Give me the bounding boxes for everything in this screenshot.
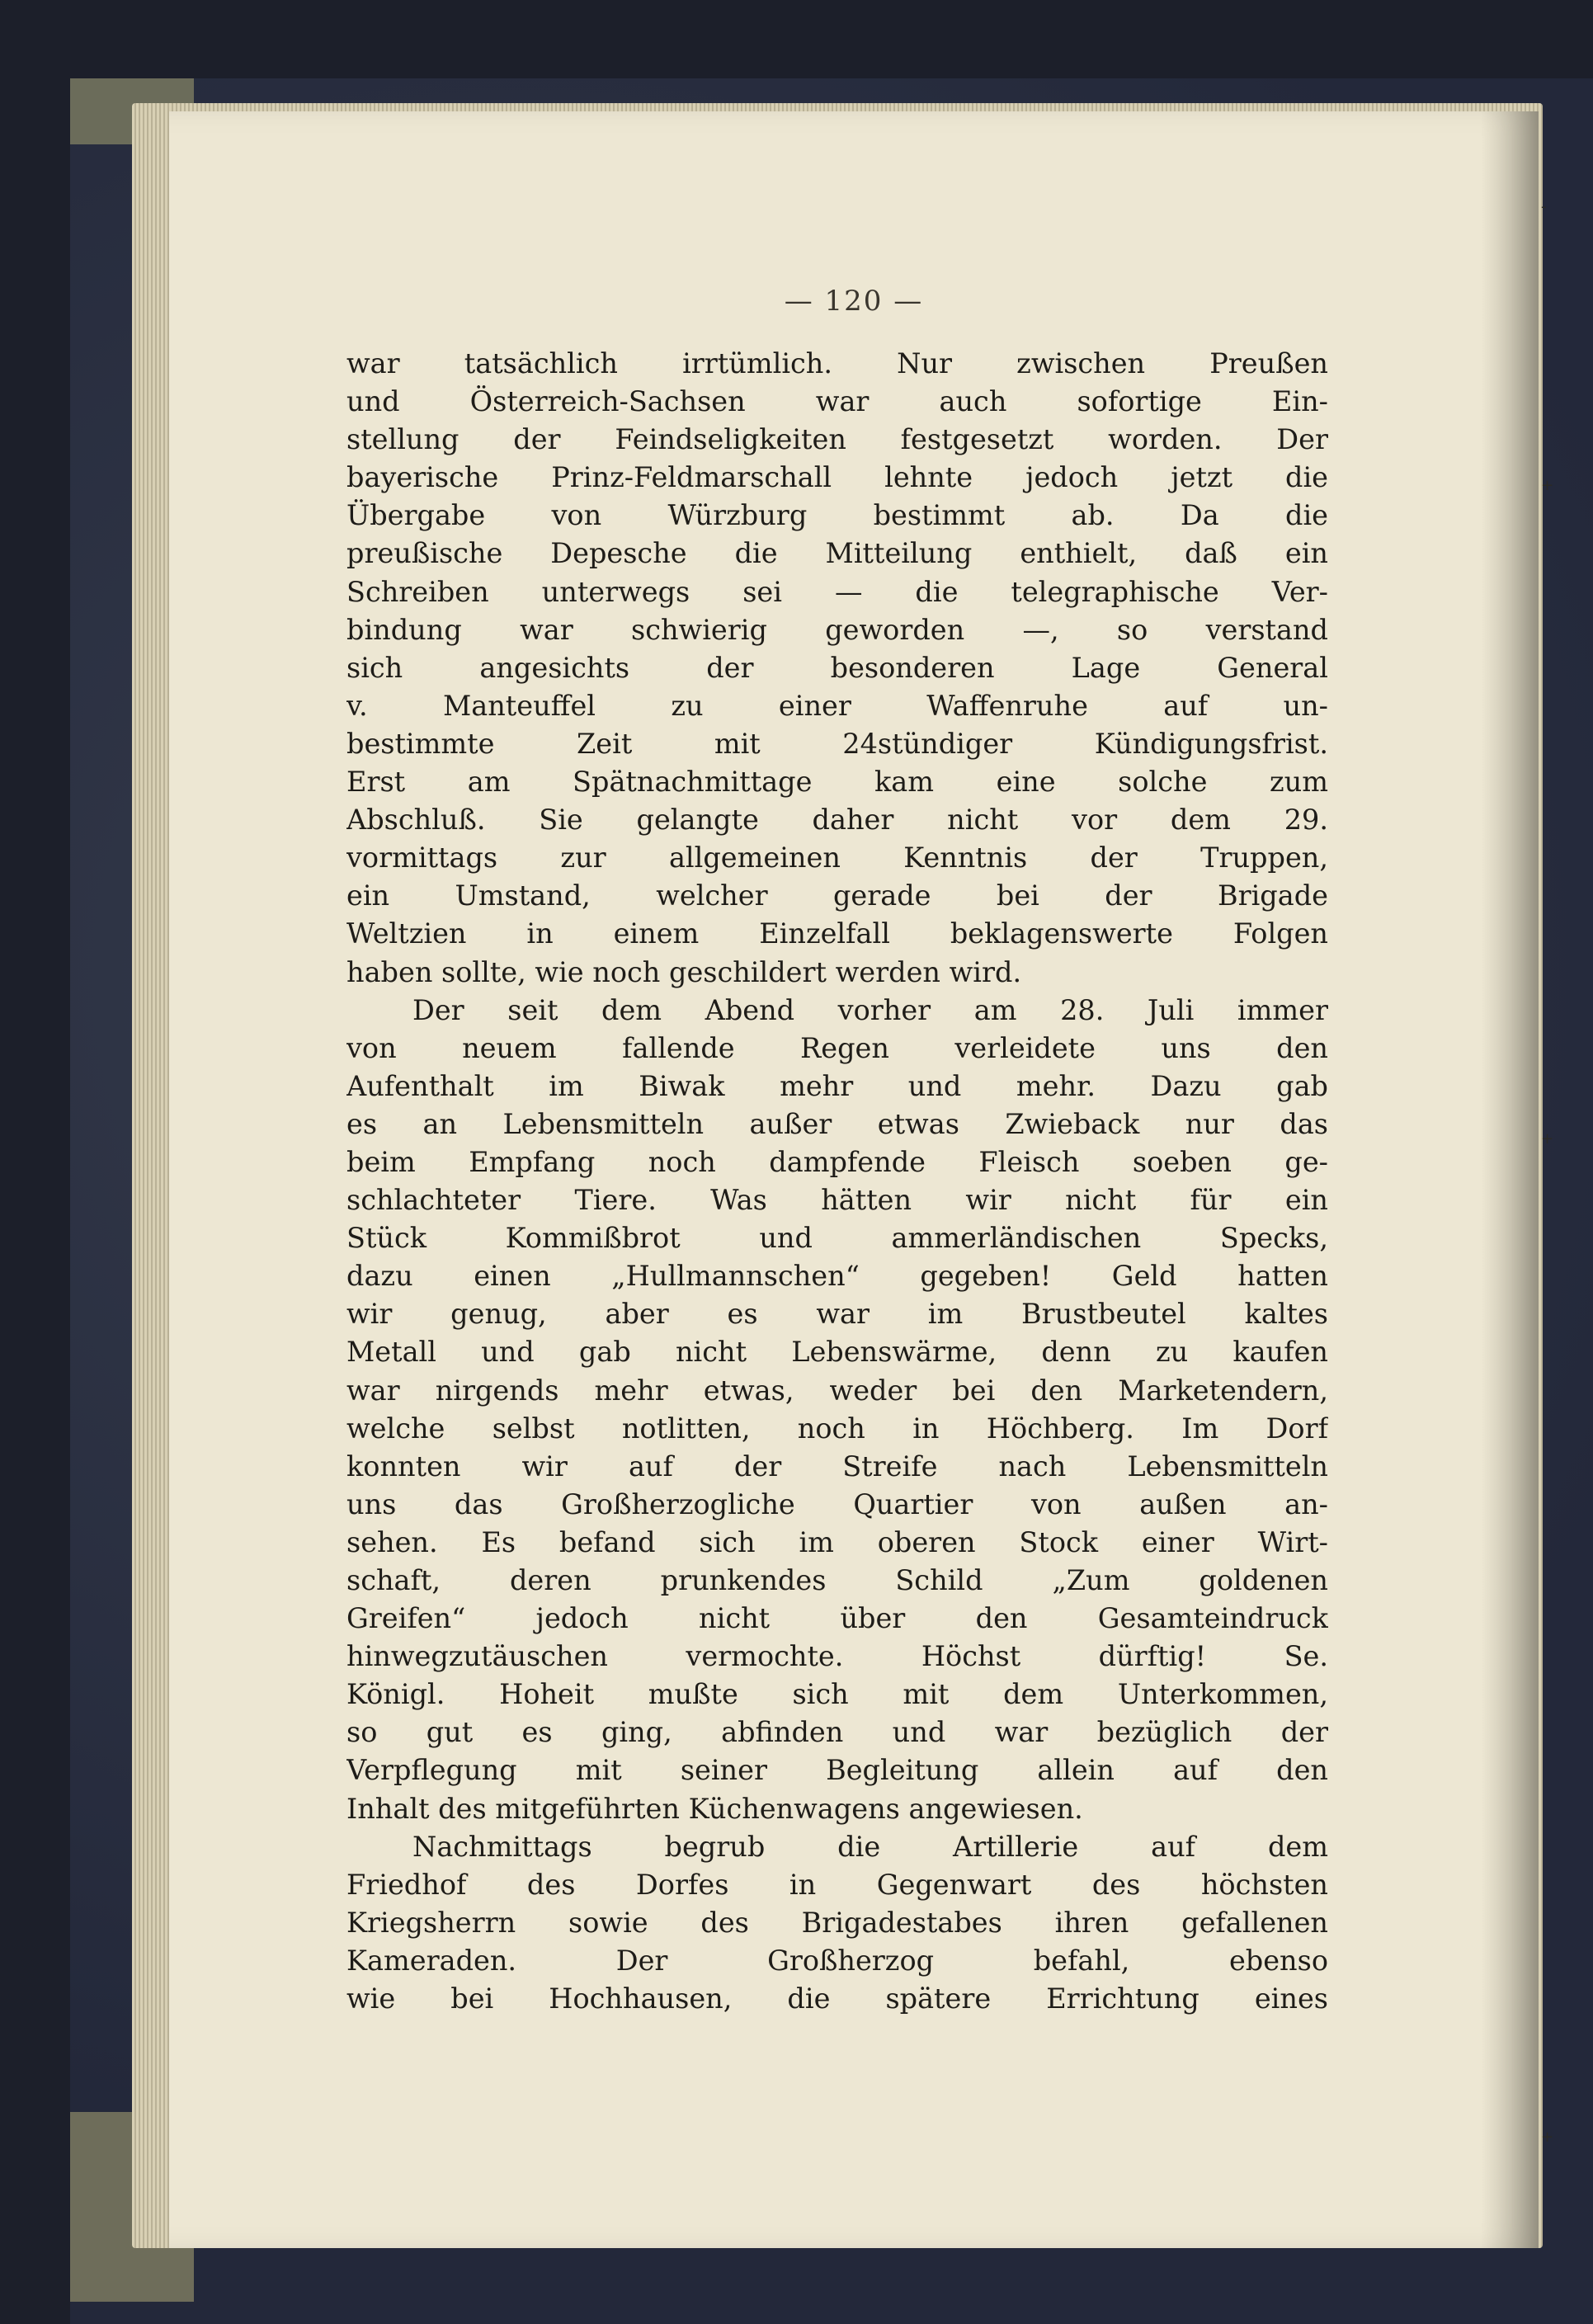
text-line: bayerische Prinz-Feldmarschall lehnte jedoch jetzt die bbox=[346, 461, 1328, 494]
body-text bbox=[346, 345, 1328, 2018]
text-line: Aufenthalt im Biwak mehr und mehr. Dazu gab bbox=[346, 1069, 1328, 1102]
text-line: schlachteter Tiere. Was hätten wir nicht für ein bbox=[346, 1184, 1328, 1217]
text-line: preußische Depesche die Mitteilung enthielt, daß ein bbox=[346, 537, 1328, 570]
text-line: welche selbst notlitten, noch in Höchberg. Im Dorf bbox=[346, 1412, 1328, 1445]
text-line: und Österreich-Sachsen war auch sofortige Ein- bbox=[346, 385, 1328, 418]
text-line: Stück Kommißbrot und ammerländischen Specks, bbox=[346, 1222, 1328, 1255]
margin-tick-mark: + bbox=[1541, 477, 1554, 494]
text-line: v. Manteuffel zu einer Waffenruhe auf un- bbox=[346, 689, 1328, 722]
margin-tick-mark: + bbox=[1541, 1130, 1554, 1148]
text-line: Verpflegung mit seiner Begleitung allein auf den bbox=[346, 1754, 1328, 1787]
text-line: bestimmte Zeit mit 24stündiger Kündigungsfrist. bbox=[346, 727, 1328, 760]
text-line: es an Lebensmitteln außer etwas Zwieback nur das bbox=[346, 1107, 1328, 1140]
paragraph-2 bbox=[346, 992, 1328, 1828]
text-line: schaft, deren prunkendes Schild „Zum goldenen bbox=[346, 1564, 1328, 1596]
text-line: Kameraden. Der Großherzog befahl, ebenso bbox=[346, 1944, 1328, 1977]
text-line: Metall und gab nicht Lebenswärme, denn zu kaufen bbox=[346, 1336, 1328, 1369]
text-line: Weltzien in einem Einzelfall beklagenswerte Folgen bbox=[346, 917, 1328, 950]
text-line: Abschluß. Sie gelangte daher nicht vor dem 29. bbox=[346, 804, 1328, 837]
text-line: Der seit dem Abend vorher am 28. Juli immer bbox=[412, 993, 1328, 1026]
text-line: Kriegsherrn sowie des Brigadestabes ihren gefallenen bbox=[346, 1906, 1328, 1939]
text-line: Greifen“ jedoch nicht über den Gesamteindruck bbox=[346, 1602, 1328, 1635]
text-line: beim Empfang noch dampfende Fleisch soeben ge- bbox=[346, 1145, 1328, 1178]
text-line: vormittags zur allgemeinen Kenntnis der Truppen, bbox=[346, 841, 1328, 874]
text-line: Erst am Spätnachmittage kam eine solche zum bbox=[346, 766, 1328, 799]
text-line: Königl. Hoheit mußte sich mit dem Unterkommen, bbox=[346, 1678, 1328, 1711]
page-gutter-shadow bbox=[1481, 111, 1539, 2248]
text-line: Übergabe von Würzburg bestimmt ab. Da die bbox=[346, 499, 1328, 532]
text-line: wie bei Hochhausen, die spätere Errichtung eines bbox=[346, 1982, 1328, 2015]
text-line: stellung der Feindseligkeiten festgesetzt worden. Der bbox=[346, 423, 1328, 456]
text-line: war nirgends mehr etwas, weder bei den Marketendern, bbox=[346, 1374, 1328, 1407]
text-line: konnten wir auf der Streife nach Lebensmitteln bbox=[346, 1450, 1328, 1483]
text-line: uns das Großherzogliche Quartier von außen an- bbox=[346, 1487, 1328, 1520]
text-line: wir genug, aber es war im Brustbeutel kaltes bbox=[346, 1298, 1328, 1331]
page-number: — 120 — bbox=[784, 285, 924, 318]
text-line: Nachmittags begrub die Artillerie auf dem bbox=[412, 1830, 1328, 1863]
text-line: von neuem fallende Regen verleidete uns den bbox=[346, 1031, 1328, 1064]
margin-tick-mark: - bbox=[1541, 198, 1547, 215]
text-line: Inhalt des mitgeführten Küchenwagens angewiesen. bbox=[346, 1792, 1083, 1825]
text-line: hinwegzutäuschen vermochte. Höchst dürftig! Se. bbox=[346, 1640, 1328, 1673]
text-line: sehen. Es befand sich im oberen Stock einer Wirt- bbox=[346, 1525, 1328, 1558]
text-line: haben sollte, wie noch geschildert werden wird. bbox=[346, 955, 1022, 988]
paragraph-3 bbox=[346, 1828, 1328, 2018]
text-line: so gut es ging, abfinden und war bezüglich der bbox=[346, 1716, 1328, 1749]
text-line: bindung war schwierig geworden —, so verstand bbox=[346, 613, 1328, 646]
text-line: war tatsächlich irrtümlich. Nur zwischen Preußen bbox=[346, 347, 1328, 379]
paragraph-1 bbox=[346, 345, 1328, 992]
text-line: ein Umstand, welcher gerade bei der Brigade bbox=[346, 879, 1328, 912]
margin-tick-mark: + bbox=[1541, 2128, 1554, 2146]
text-line: dazu einen „Hullmannschen“ gegeben! Geld hatten bbox=[346, 1260, 1328, 1293]
text-line: Schreiben unterwegs sei — die telegraphische Ver- bbox=[346, 575, 1328, 608]
text-line: sich angesichts der besonderen Lage General bbox=[346, 651, 1328, 684]
text-line: Friedhof des Dorfes in Gegenwart des höchsten bbox=[346, 1868, 1328, 1901]
